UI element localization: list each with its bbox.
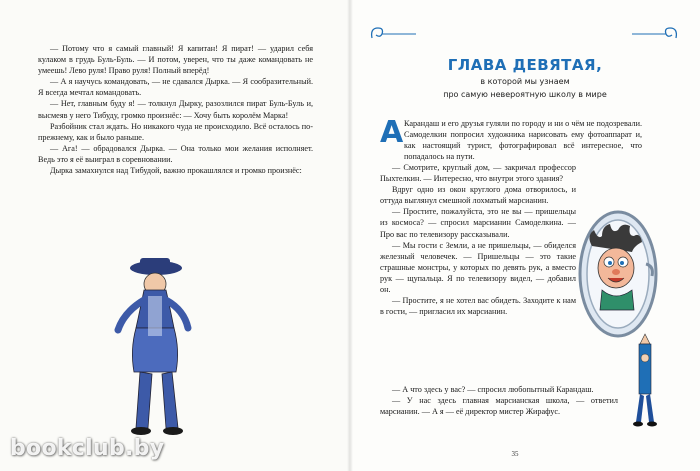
paragraph: — Смотрите, круглый дом, — закричал профессор Пыхтелкин. — Интересно, что внутри этого здания?: [380, 163, 576, 184]
swirl-ornament-icon: [368, 22, 418, 44]
pencil-character-illustration: [628, 330, 662, 430]
paragraph: — Потому что я самый главный! Я капитан! Я пират! — ударил себя кулаком в грудь Буль-Буль. — И потом, уверен, что ты даже командовать не умеешь! Лево руля! Право руля! Полный вперёд!: [38, 44, 313, 76]
swirl-ornament-icon: [630, 22, 680, 44]
chapter-subtitle: про самую невероятную школу в мире: [443, 90, 607, 99]
paragraph: — Мы гости с Земли, а не пришельцы, — обиделся железный человечек. — Пришельцы — это такие страшные монстры, у которых по девять рук, а вместо рук — щупальца. Я по телевизору видел, — добавил он.: [380, 240, 576, 295]
chapter-subtitle: в которой мы узнаем: [480, 77, 570, 86]
paragraph: — Простите, я не хотел вас обидеть. Заходите к нам в гости, — пригласил их марсианин.: [380, 296, 576, 317]
paragraph: — Нет, главным буду я! — толкнул Дырку, разозлился пират Буль-Буль и, высмеяв у него Тибуду, громко произнёс: — Хочу быть королём Марка!: [38, 99, 313, 120]
martian-porthole-illustration: [572, 206, 660, 344]
chapter-title: ГЛАВА ДЕВЯТАЯ,: [447, 56, 603, 74]
watermark-logo: bookclub.by: [10, 436, 165, 461]
right-page-text-bottom: [380, 384, 618, 417]
paragraph: Вдруг одно из окон круглого дома отворилось, и оттуда выглянул смешной лохматый марсианин.: [380, 185, 576, 206]
paragraph: — А я научусь командовать, — не сдавался Дырка. — Я сообразительный. Я всегда мечтал командовать.: [38, 77, 313, 98]
right-page-text-top: [404, 118, 642, 162]
pirate-figure: [118, 258, 188, 435]
page-number: 35: [511, 450, 519, 458]
drop-cap: А: [380, 115, 404, 150]
paragraph: Дырка замахнулся над Тибудой, важно прокашлялся и громко произнёс:: [50, 166, 302, 176]
paragraph: Разбойник стал ждать. Но никакого чуда не происходило. Всё осталось по-прежнему, как и было раньше.: [38, 121, 313, 142]
pirate-illustration: [96, 250, 206, 450]
paragraph: — А что здесь у вас? — спросил любопытный Карандаш.: [392, 385, 594, 394]
paragraph: — У нас здесь главная марсианская школа, — ответил марсианин. — А я — её директор мистер Жирафус.: [380, 396, 618, 417]
paragraph: Карандаш и его друзья гуляли по городу и ни о чём не подозревали. Самоделкин попросил художника нарисовать ему фотоаппарат и, как настоящий турист, фотографировал всё интересное, что попадалось на пути.: [404, 119, 642, 162]
right-page-text-narrow: [380, 162, 576, 317]
left-page-text: [38, 43, 313, 176]
paragraph: — Простите, пожалуйста, это не вы — пришельцы из космоса? — спросил марсианин Самоделкина. — Про вас по телевизору рассказывали.: [380, 207, 576, 239]
paragraph: — Ага! — обрадовался Дырка. — Она только мои желания исполняет. Ведь это я её выиграл в соревновании.: [38, 143, 313, 164]
